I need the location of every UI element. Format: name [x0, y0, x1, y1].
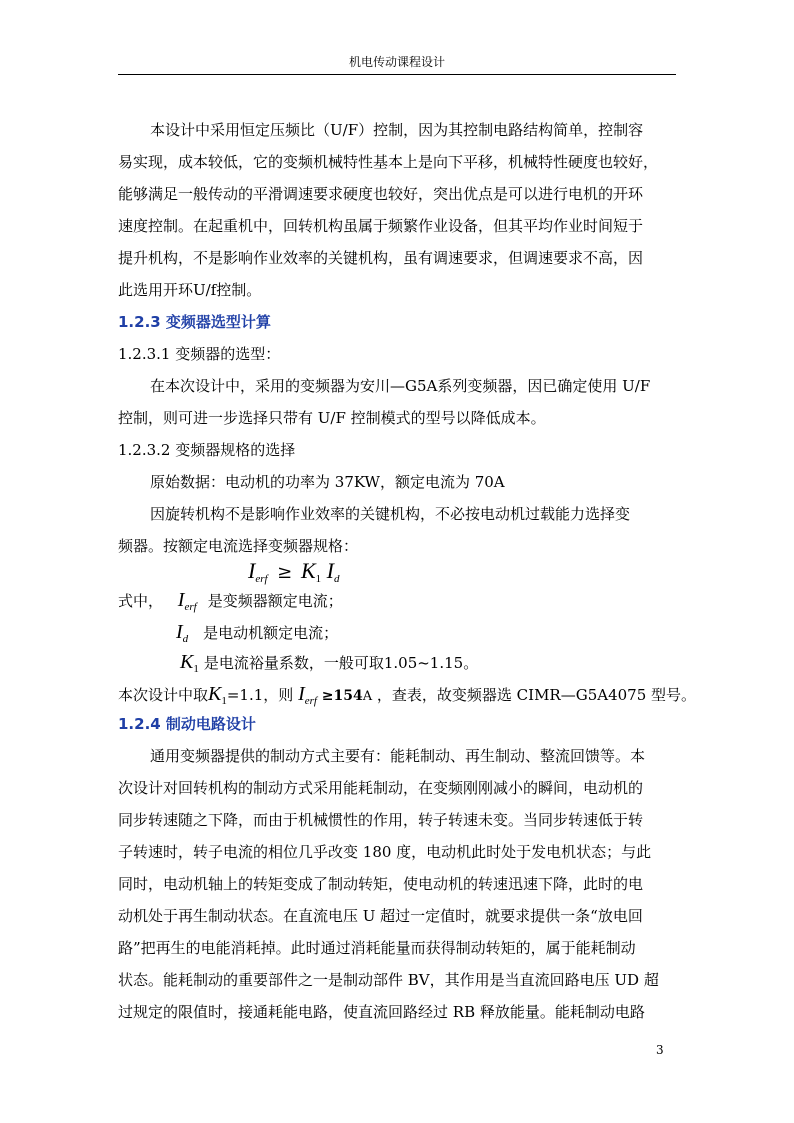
para1-line-2: 易实现，成本较低，它的变频机械特性基本上是向下平移，机械特性硬度也较好， — [118, 153, 659, 171]
def-text-2: 是电动机额定电流； — [203, 624, 339, 642]
para2-line-2: 控制，则可进一步选择只带有 U/F 控制模式的型号以降低成本。 — [118, 409, 546, 427]
para1-line-3: 能够满足一般传动的平滑调速要求硬度也较好，突出优点是可以进行电机的开环 — [118, 185, 644, 203]
para2-line-1: 在本次设计中，采用的变频器为安川—G5A系列变频器，因已确定使用 U/F — [150, 377, 651, 395]
where-label: 式中， — [118, 592, 164, 610]
result-k-value: =1.1，则 — [226, 686, 294, 704]
subsection-1-2-3-2: 1.2.3.2 变频器规格的选择 — [118, 441, 296, 459]
para1-line-6: 此选用开环U/f控制。 — [118, 281, 262, 299]
para3-line: 原始数据：电动机的功率为 37KW，额定电流为 70A — [150, 473, 505, 491]
para4-line-2: 频器。按额定电流选择变频器规格： — [118, 537, 359, 555]
formula-lhs: $I_{erf}$ — [248, 558, 268, 585]
def-text-3: 是电流裕量系数，一般可取1.05~1.15。 — [203, 654, 479, 672]
result-suffix: ，查表，故变频器选 CIMR—G5A4075 型号。 — [376, 686, 697, 704]
para4-line-1: 因旋转机构不是影响作业效率的关键机构，不必按电动机过载能力选择变 — [150, 505, 631, 523]
result-prefix: 本次设计中取 — [118, 686, 209, 704]
page-header — [118, 56, 676, 75]
result-unit: A — [362, 689, 373, 704]
formula-operator: ≥ — [277, 562, 293, 583]
section-heading-1-2-3: 1.2.3 变频器选型计算 — [118, 313, 271, 331]
para1-line-1: 本设计中采用恒定压频比（U/F）控制，因为其控制电路结构简单，控制容 — [150, 121, 644, 139]
para5-line-4: 子转速时，转子电流的相位几乎改变 180 度，电动机此时处于发电机状态；与此 — [118, 843, 652, 861]
para5-line-5: 同时，电动机轴上的转矩变成了制动转矩，使电动机的转速迅速下降，此时的电 — [118, 875, 644, 893]
def-symbol-2: $I_d$ — [176, 621, 189, 645]
para5-line-9: 过规定的限值时，接通耗能电路，使直流回路经过 RB 释放能量。能耗制动电路 — [118, 1003, 645, 1021]
def-symbol-1: $I_{erf}$ — [177, 589, 197, 613]
result-line — [118, 682, 696, 713]
para5-line-8: 状态。能耗制动的重要部件之一是制动部件 BV，其作用是当直流回路电压 UD 超 — [118, 971, 659, 989]
subsection-1-2-3-1: 1.2.3.1 变频器的选型： — [118, 345, 281, 363]
para1-line-5: 提升机构，不是影响作业效率的关键机构，虽有调速要求，但调速要求不高，因 — [118, 249, 644, 267]
formula-rhs: $K_1$ $I_d$ — [300, 558, 340, 585]
result-i-symbol: $I_{erf}$ — [298, 683, 317, 707]
def-symbol-3: $K_1$ — [180, 651, 199, 675]
para1-line-4: 速度控制。在起重机中，回转机构虽属于频繁作业设备，但其平均作业时间短于 — [118, 217, 644, 235]
page-number: 3 — [656, 1043, 664, 1057]
result-k-symbol: $K_1$ — [208, 683, 227, 707]
result-bound: ≥154 — [321, 688, 363, 704]
section-heading-1-2-4: 1.2.4 制动电路设计 — [118, 715, 256, 733]
para5-line-6: 动机处于再生制动状态。在直流电压 U 超过一定值时，就要求提供一条“放电回 — [118, 907, 643, 925]
para5-line-3: 同步转速随之下降，而由于机械惯性的作用，转子转速未变。当同步转速低于转 — [118, 811, 644, 829]
para5-line-7: 路”把再生的电能消耗掉。此时通过消耗能量而获得制动转矩的，属于能耗制动 — [118, 939, 636, 957]
def-text-1: 是变频器额定电流； — [207, 592, 343, 610]
para5-line-2: 次设计对回转机构的制动方式采用能耗制动，在变频刚刚减小的瞬间，电动机的 — [118, 779, 644, 797]
header-title: 机电传动课程设计 — [348, 55, 445, 69]
para5-line-1: 通用变频器提供的制动方式主要有：能耗制动、再生制动、整流回馈等。本 — [150, 747, 646, 765]
definition-row-1 — [118, 588, 343, 619]
definition-row-3 — [180, 650, 478, 681]
definition-row-2 — [176, 620, 338, 651]
